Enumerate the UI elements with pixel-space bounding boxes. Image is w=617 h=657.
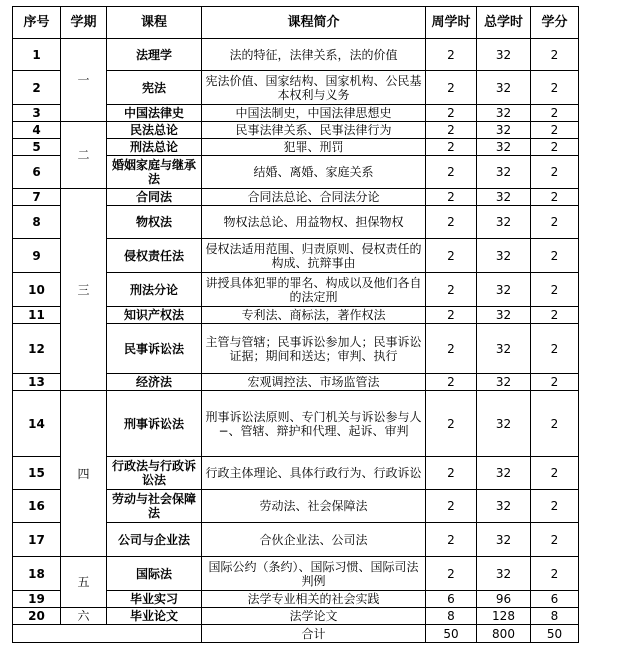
credits: 2 <box>531 139 579 156</box>
row-index: 7 <box>13 189 61 206</box>
total-hours: 96 <box>477 591 531 608</box>
total-hours: 32 <box>477 490 531 523</box>
weekly-hours: 2 <box>426 105 477 122</box>
total-hours: 32 <box>477 71 531 105</box>
course-name: 刑法总论 <box>107 139 202 156</box>
course-name: 物权法 <box>107 206 202 239</box>
total-row <box>13 625 579 643</box>
total-total-hours: 800 <box>477 625 531 643</box>
course-intro: 中国法制史，中国法律思想史 <box>202 105 426 122</box>
header-weekly-hours: 周学时 <box>426 7 477 39</box>
row-index: 2 <box>13 71 61 105</box>
course-intro: 法学论文 <box>202 608 426 625</box>
course-name: 刑事诉讼法 <box>107 391 202 457</box>
total-hours: 32 <box>477 374 531 391</box>
row-index: 11 <box>13 307 61 324</box>
total-hours: 32 <box>477 307 531 324</box>
credits: 2 <box>531 324 579 374</box>
weekly-hours: 2 <box>426 374 477 391</box>
weekly-hours: 2 <box>426 122 477 139</box>
table-row <box>13 122 579 139</box>
course-name: 民法总论 <box>107 122 202 139</box>
header-intro: 课程简介 <box>202 7 426 39</box>
row-index: 20 <box>13 608 61 625</box>
total-hours: 32 <box>477 273 531 307</box>
row-index: 16 <box>13 490 61 523</box>
weekly-hours: 2 <box>426 391 477 457</box>
course-name: 侵权责任法 <box>107 239 202 273</box>
course-name: 经济法 <box>107 374 202 391</box>
row-index: 12 <box>13 324 61 374</box>
course-name: 知识产权法 <box>107 307 202 324</box>
course-intro: 刑事诉讼法原则、专门机关与诉讼参与人−、管辖、辩护和代理、起诉、审判 <box>202 391 426 457</box>
row-index: 3 <box>13 105 61 122</box>
header-credits: 学分 <box>531 7 579 39</box>
course-name: 劳动与社会保障法 <box>107 490 202 523</box>
term-cell: 二 <box>61 122 107 189</box>
term-cell: 四 <box>61 391 107 557</box>
course-intro: 主管与管辖；民事诉讼参加人；民事诉讼证据；期间和送达；审判、执行 <box>202 324 426 374</box>
total-hours: 32 <box>477 156 531 189</box>
course-name: 毕业论文 <box>107 608 202 625</box>
course-intro: 民事法律关系、民事法律行为 <box>202 122 426 139</box>
course-intro: 行政主体理论、具体行政行为、行政诉讼 <box>202 457 426 490</box>
course-table <box>12 6 579 643</box>
total-credits: 50 <box>531 625 579 643</box>
total-hours: 32 <box>477 391 531 457</box>
row-index: 18 <box>13 557 61 591</box>
credits: 2 <box>531 307 579 324</box>
row-index: 5 <box>13 139 61 156</box>
credits: 2 <box>531 156 579 189</box>
course-intro: 法学专业相关的社会实践 <box>202 591 426 608</box>
course-name: 合同法 <box>107 189 202 206</box>
course-name: 法理学 <box>107 39 202 71</box>
course-intro: 国际公约（条约）、国际习惯、国际司法判例 <box>202 557 426 591</box>
row-index: 9 <box>13 239 61 273</box>
course-intro: 讲授具体犯罪的罪名、构成以及他们各自的法定刑 <box>202 273 426 307</box>
weekly-hours: 6 <box>426 591 477 608</box>
row-index: 8 <box>13 206 61 239</box>
course-name: 刑法分论 <box>107 273 202 307</box>
course-intro: 合同法总论、合同法分论 <box>202 189 426 206</box>
weekly-hours: 2 <box>426 139 477 156</box>
weekly-hours: 2 <box>426 239 477 273</box>
course-name: 婚姻家庭与继承法 <box>107 156 202 189</box>
weekly-hours: 2 <box>426 273 477 307</box>
weekly-hours: 2 <box>426 71 477 105</box>
total-hours: 32 <box>477 523 531 557</box>
row-index: 10 <box>13 273 61 307</box>
course-name: 国际法 <box>107 557 202 591</box>
credits: 2 <box>531 206 579 239</box>
weekly-hours: 2 <box>426 557 477 591</box>
course-name: 公司与企业法 <box>107 523 202 557</box>
total-label: 合计 <box>202 625 426 643</box>
row-index: 1 <box>13 39 61 71</box>
weekly-hours: 2 <box>426 189 477 206</box>
credits: 2 <box>531 39 579 71</box>
credits: 2 <box>531 273 579 307</box>
credits: 2 <box>531 189 579 206</box>
weekly-hours: 2 <box>426 490 477 523</box>
term-cell: 一 <box>61 39 107 122</box>
total-hours: 32 <box>477 239 531 273</box>
header-course: 课程 <box>107 7 202 39</box>
row-index: 15 <box>13 457 61 490</box>
table-row <box>13 189 579 206</box>
course-name: 毕业实习 <box>107 591 202 608</box>
row-index: 6 <box>13 156 61 189</box>
credits: 2 <box>531 105 579 122</box>
credits: 2 <box>531 239 579 273</box>
course-intro: 劳动法、社会保障法 <box>202 490 426 523</box>
weekly-hours: 2 <box>426 156 477 189</box>
course-intro: 侵权法适用范围、归责原则、侵权责任的构成、抗辩事由 <box>202 239 426 273</box>
total-hours: 32 <box>477 557 531 591</box>
credits: 2 <box>531 557 579 591</box>
weekly-hours: 2 <box>426 39 477 71</box>
weekly-hours: 2 <box>426 523 477 557</box>
total-hours: 32 <box>477 139 531 156</box>
credits: 2 <box>531 374 579 391</box>
credits: 8 <box>531 608 579 625</box>
credits: 6 <box>531 591 579 608</box>
credits: 2 <box>531 523 579 557</box>
header-term: 学期 <box>61 7 107 39</box>
credits: 2 <box>531 122 579 139</box>
credits: 2 <box>531 457 579 490</box>
weekly-hours: 8 <box>426 608 477 625</box>
weekly-hours: 2 <box>426 324 477 374</box>
course-name: 民事诉讼法 <box>107 324 202 374</box>
row-index: 4 <box>13 122 61 139</box>
course-intro: 物权法总论、用益物权、担保物权 <box>202 206 426 239</box>
weekly-hours: 2 <box>426 307 477 324</box>
credits: 2 <box>531 490 579 523</box>
course-intro: 宏观调控法、市场监管法 <box>202 374 426 391</box>
total-hours: 32 <box>477 105 531 122</box>
course-name: 行政法与行政诉讼法 <box>107 457 202 490</box>
total-hours: 32 <box>477 122 531 139</box>
row-index: 13 <box>13 374 61 391</box>
row-index: 17 <box>13 523 61 557</box>
total-hours: 32 <box>477 189 531 206</box>
course-name: 中国法律史 <box>107 105 202 122</box>
total-hours: 32 <box>477 457 531 490</box>
table-row <box>13 39 579 71</box>
course-intro: 专利法、商标法，著作权法 <box>202 307 426 324</box>
term-cell: 六 <box>61 608 107 625</box>
header-row <box>13 7 579 39</box>
header-index: 序号 <box>13 7 61 39</box>
course-name: 宪法 <box>107 71 202 105</box>
row-index: 19 <box>13 591 61 608</box>
course-intro: 法的特征，法律关系，法的价值 <box>202 39 426 71</box>
total-blank <box>13 625 202 643</box>
credits: 2 <box>531 71 579 105</box>
total-hours: 128 <box>477 608 531 625</box>
total-weekly-hours: 50 <box>426 625 477 643</box>
total-hours: 32 <box>477 206 531 239</box>
weekly-hours: 2 <box>426 457 477 490</box>
total-hours: 32 <box>477 324 531 374</box>
table-row <box>13 557 579 591</box>
total-hours: 32 <box>477 39 531 71</box>
credits: 2 <box>531 391 579 457</box>
course-intro: 合伙企业法、公司法 <box>202 523 426 557</box>
term-cell: 三 <box>61 189 107 391</box>
course-intro: 结婚、离婚、家庭关系 <box>202 156 426 189</box>
term-cell: 五 <box>61 557 107 608</box>
row-index: 14 <box>13 391 61 457</box>
header-total-hours: 总学时 <box>477 7 531 39</box>
course-intro: 宪法价值、国家结构、国家机构、公民基本权利与义务 <box>202 71 426 105</box>
table-row <box>13 608 579 625</box>
weekly-hours: 2 <box>426 206 477 239</box>
table-row <box>13 391 579 457</box>
course-intro: 犯罪、刑罚 <box>202 139 426 156</box>
